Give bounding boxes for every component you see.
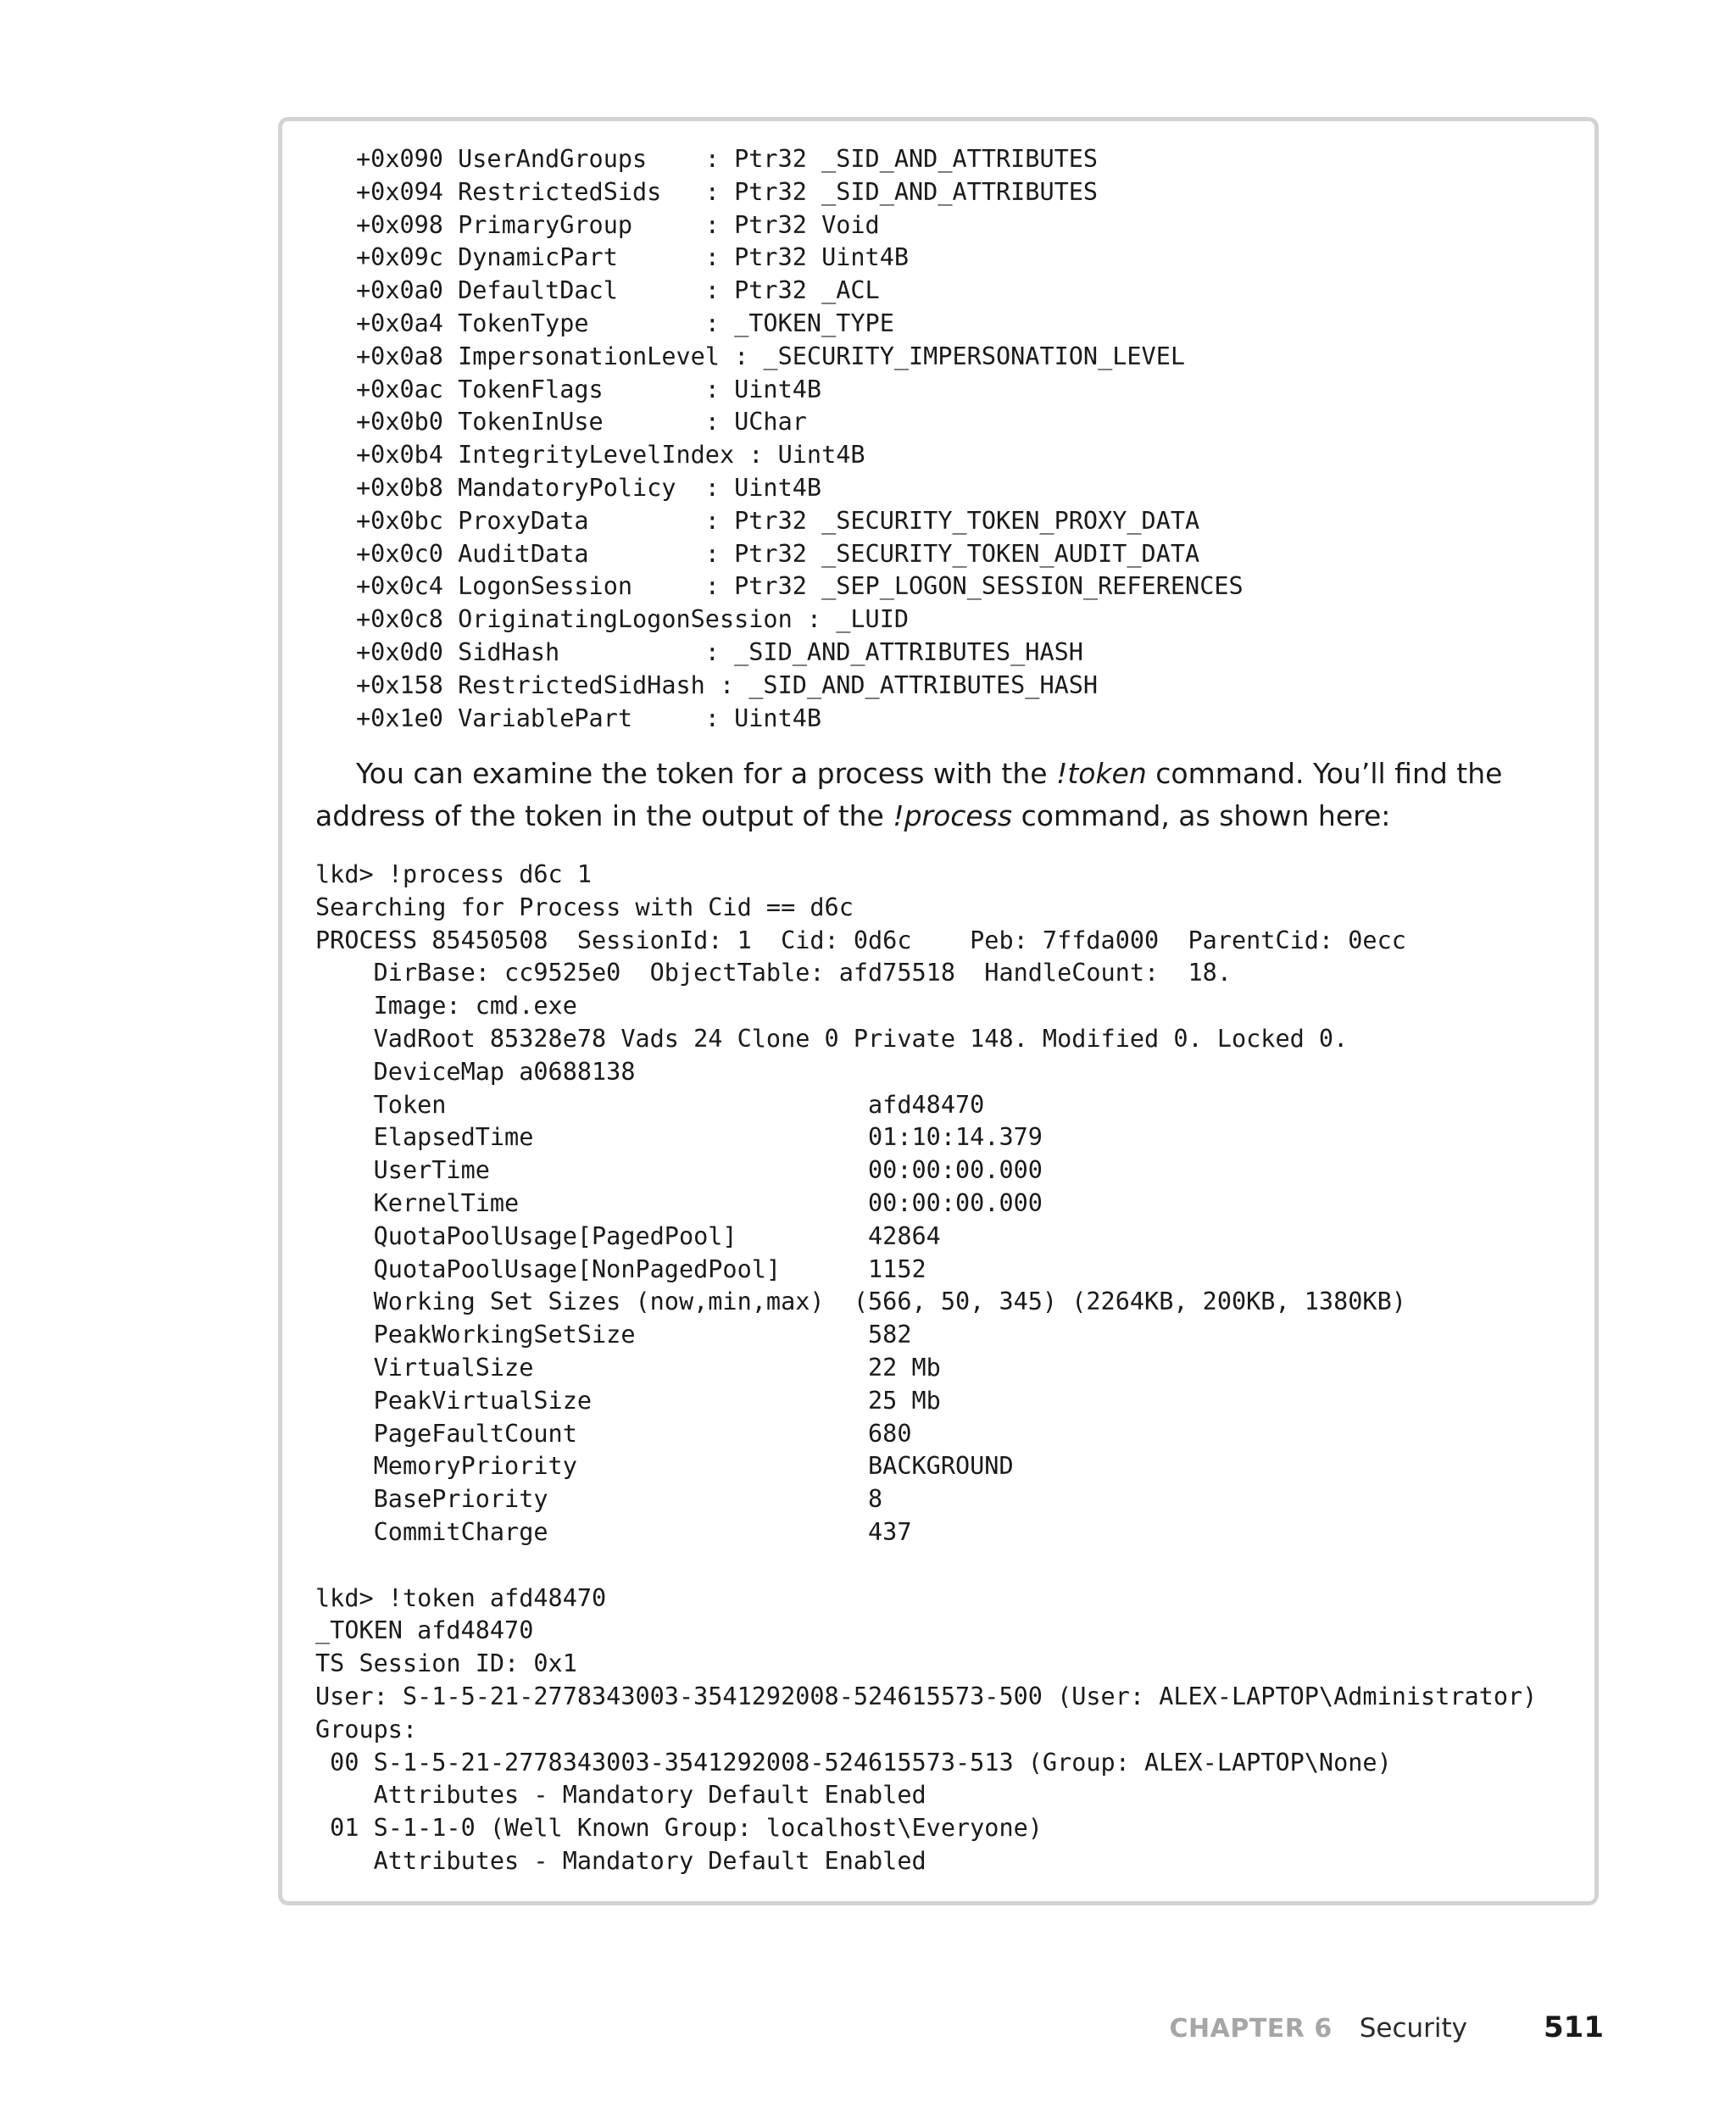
code-line: PeakWorkingSetSize 582	[315, 1321, 912, 1349]
code-line: +0x0b4 IntegrityLevelIndex : Uint4B	[356, 441, 865, 470]
code-line: +0x0b8 MandatoryPolicy : Uint4B	[356, 473, 822, 502]
code-line: VadRoot 85328e78 Vads 24 Clone 0 Private 148. Modified 0. Locked 0.	[315, 1024, 1349, 1053]
code-line: UserTime 00:00:00.000	[315, 1156, 1043, 1185]
code-line: DeviceMap a0688138	[315, 1057, 636, 1086]
command-name-process: !process	[893, 799, 1013, 832]
code-line: 00 S-1-5-21-2778343003-3541292008-524615573-513 (Group: ALEX-LAPTOP\None)	[315, 1748, 1392, 1777]
chapter-label: CHAPTER 6	[1169, 2014, 1333, 2044]
paragraph-text: command, as shown here:	[1012, 799, 1391, 832]
code-line: User: S-1-5-21-2778343003-3541292008-524615573-500 (User: ALEX-LAPTOP\Administrator)	[315, 1682, 1538, 1710]
code-line: Working Set Sizes (now,min,max) (566, 50, 345) (2264KB, 200KB, 1380KB)	[315, 1288, 1406, 1316]
code-line: PeakVirtualSize 25 Mb	[315, 1386, 941, 1415]
code-line: +0x0d0 SidHash : _SID_AND_ATTRIBUTES_HASH	[356, 637, 1083, 666]
code-line: +0x09c DynamicPart : Ptr32 Uint4B	[356, 243, 910, 272]
command-name-token: !token	[1056, 757, 1147, 790]
code-line: Attributes - Mandatory Default Enabled	[315, 1846, 926, 1875]
code-line: +0x0b0 TokenInUse : UChar	[356, 408, 807, 437]
paragraph-text: command. You’ll find the address of the token in the output of the	[315, 757, 1503, 832]
code-line: DirBase: cc9525e0 ObjectTable: afd75518 HandleCount: 18.	[315, 959, 1232, 987]
code-line: +0x0c0 AuditData : Ptr32 _SECURITY_TOKEN_AUDIT_DATA	[356, 539, 1200, 568]
code-line: CommitCharge 437	[315, 1517, 912, 1546]
code-line: 01 S-1-1-0 (Well Known Group: localhost\Everyone)	[315, 1814, 1043, 1843]
code-line: +0x0c8 OriginatingLogonSession : _LUID	[356, 605, 910, 634]
code-line: +0x0ac TokenFlags : Uint4B	[356, 375, 822, 403]
code-line: Image: cmd.exe	[315, 992, 577, 1021]
code-line: ElapsedTime 01:10:14.379	[315, 1123, 1043, 1152]
debugger-output-listing	[315, 859, 1537, 1878]
code-line: +0x094 RestrictedSids : Ptr32 _SID_AND_ATTRIBUTES	[356, 177, 1099, 206]
code-line: Searching for Process with Cid == d6c	[315, 893, 854, 921]
code-line: lkd> !process d6c 1	[315, 860, 593, 888]
code-line: +0x098 PrimaryGroup : Ptr32 Void	[356, 210, 880, 239]
code-line: BasePriority 8	[315, 1485, 883, 1514]
code-line	[315, 1549, 1537, 1582]
paragraph-text: You can examine the token for a process with the	[356, 757, 1057, 790]
code-line: QuotaPoolUsage[PagedPool] 42864	[315, 1221, 941, 1250]
code-line: lkd> !token afd48470	[315, 1583, 607, 1612]
code-line: +0x0a0 DefaultDacl : Ptr32 _ACL	[356, 276, 880, 305]
code-line: PROCESS 85450508 SessionId: 1 Cid: 0d6c Peb: 7ffda000 ParentCid: 0ecc	[315, 926, 1406, 954]
token-structure-listing	[356, 143, 1244, 735]
code-line: Groups:	[315, 1715, 418, 1744]
body-paragraph	[315, 753, 1570, 837]
code-line: +0x0bc ProxyData : Ptr32 _SECURITY_TOKEN_PROXY_DATA	[356, 506, 1200, 535]
code-line: PageFaultCount 680	[315, 1419, 912, 1448]
page-footer	[1169, 2011, 1604, 2051]
code-line: Attributes - Mandatory Default Enabled	[315, 1781, 926, 1810]
code-line: Token afd48470	[315, 1090, 985, 1119]
code-line: KernelTime 00:00:00.000	[315, 1188, 1043, 1217]
chapter-title: Security	[1359, 2013, 1468, 2044]
code-line: +0x0a4 TokenType : _TOKEN_TYPE	[356, 309, 894, 337]
code-line: VirtualSize 22 Mb	[315, 1353, 941, 1382]
code-line: MemoryPriority BACKGROUND	[315, 1452, 1014, 1481]
code-line: +0x158 RestrictedSidHash : _SID_AND_ATTRIBUTES_HASH	[356, 670, 1099, 699]
code-line: +0x0a8 ImpersonationLevel : _SECURITY_IMPERSONATION_LEVEL	[356, 342, 1186, 370]
code-line: _TOKEN afd48470	[315, 1616, 534, 1645]
code-line: QuotaPoolUsage[NonPagedPool] 1152	[315, 1254, 926, 1283]
code-line: +0x0c4 LogonSession : Ptr32 _SEP_LOGON_SESSION_REFERENCES	[356, 572, 1244, 601]
page-number: 511	[1544, 2011, 1604, 2044]
code-line: TS Session ID: 0x1	[315, 1649, 577, 1678]
code-line: +0x1e0 VariablePart : Uint4B	[356, 704, 822, 732]
code-line: +0x090 UserAndGroups : Ptr32 _SID_AND_ATTRIBUTES	[356, 145, 1099, 173]
